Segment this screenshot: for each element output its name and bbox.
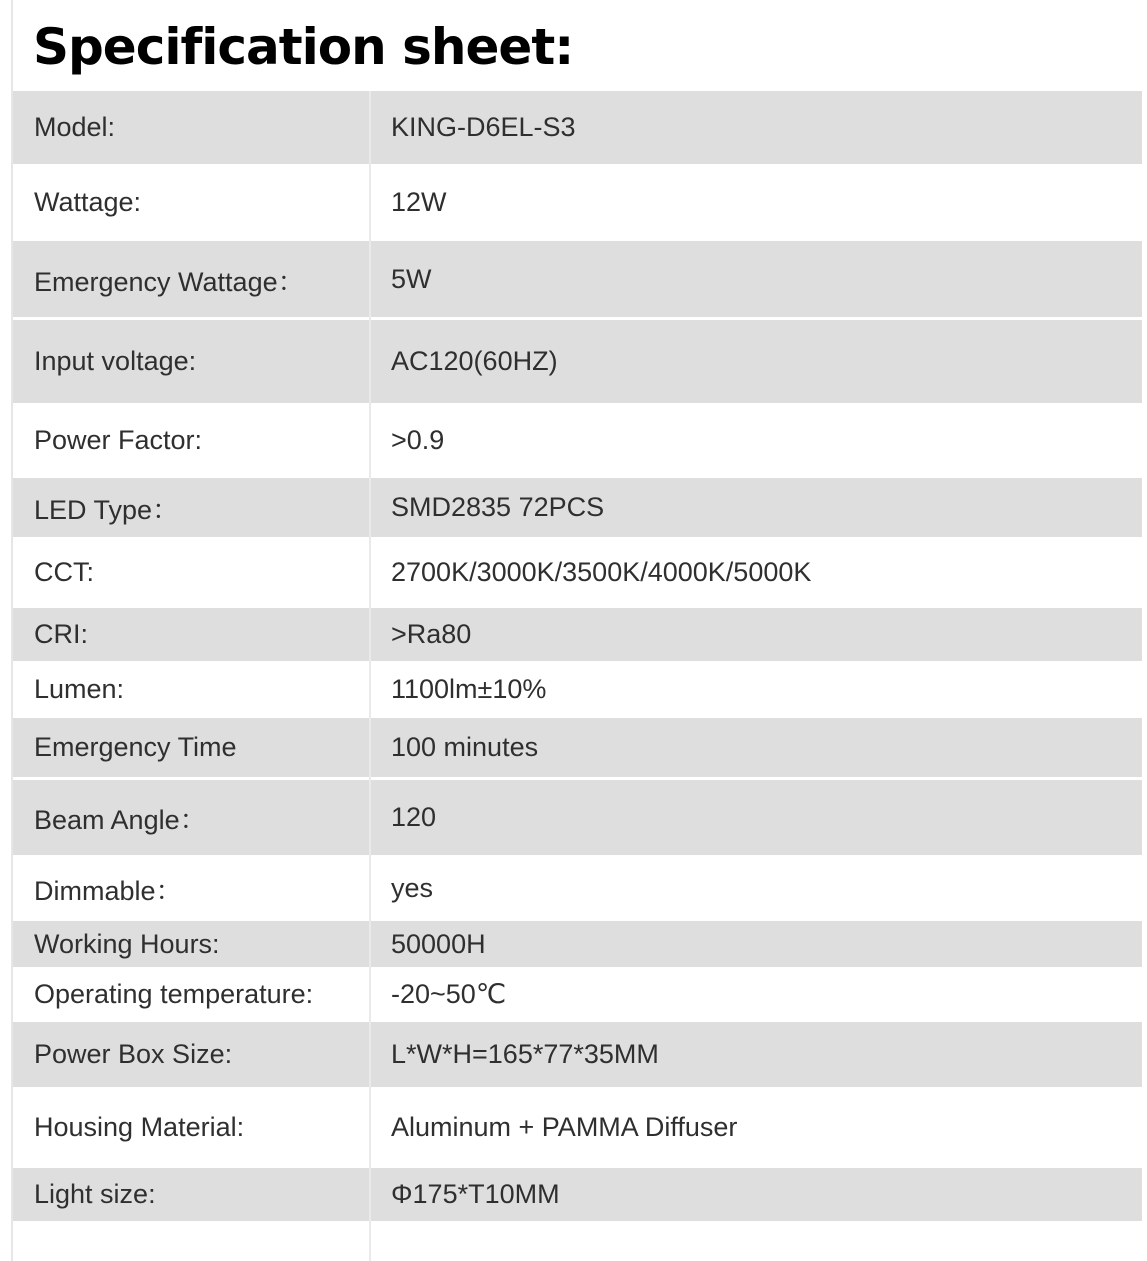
table-row [13,970,1142,1019]
row-label: Working Hours: [34,928,220,959]
row-label: Power Box Size: [34,1039,233,1069]
row-label: Light size: [34,1179,156,1209]
table-row [13,241,1142,317]
row-value: yes [391,872,434,903]
row-label: Lumen: [34,674,125,704]
table-row [13,1022,1142,1087]
table-row [13,921,1142,967]
row-value: >0.9 [391,425,445,455]
row-value: 1100lm±10% [391,674,547,704]
row-value: 5W [391,263,432,294]
row-value: 12W [391,187,447,217]
row-label: CRI: [34,619,88,649]
row-label: Model: [34,112,116,142]
row-value: 120 [391,802,437,832]
table-row [13,780,1142,855]
table-row [13,858,1142,918]
table-row [13,608,1142,661]
table-row [13,91,1142,164]
row-label: Operating temperature: [34,979,314,1009]
row-value: L*W*H=165*77*35MM [391,1039,659,1069]
row-label: Wattage: [34,187,142,217]
row-value: Aluminum + PAMMA Diffuser [391,1112,738,1142]
table-row [13,540,1142,605]
row-label: Beam Angle： [34,805,207,835]
row-value: AC120(60HZ) [391,346,558,376]
row-value: >Ra80 [391,619,472,649]
row-value: 2700K/3000K/3500K/4000K/5000K [391,557,812,587]
row-label: Power Factor: [34,425,203,455]
table-row [13,320,1142,403]
table-row [13,478,1142,537]
row-label: Emergency Wattage： [34,266,305,297]
row-label: LED Type： [34,495,180,525]
table-row [13,664,1142,715]
row-value: SMD2835 72PCS [391,492,605,522]
row-label: CCT: [34,557,94,587]
row-value: 100 minutes [391,732,539,762]
table-row [13,718,1142,777]
column-divider [369,91,371,1261]
page-title: Specification sheet: [33,18,574,76]
row-label: Dimmable： [34,875,183,906]
row-value: 50000H [391,928,486,959]
row-label: Housing Material: [34,1112,245,1142]
spec-table [13,91,1142,1261]
table-row [13,406,1142,475]
row-value: -20~50℃ [391,979,507,1009]
row-value: KING-D6EL-S3 [391,112,576,142]
table-row [13,167,1142,238]
row-value: Φ175*T10MM [391,1179,560,1209]
table-row [13,1090,1142,1165]
table-row [13,1168,1142,1221]
row-label: Input voltage: [34,346,197,376]
row-label: Emergency Time [34,732,237,762]
